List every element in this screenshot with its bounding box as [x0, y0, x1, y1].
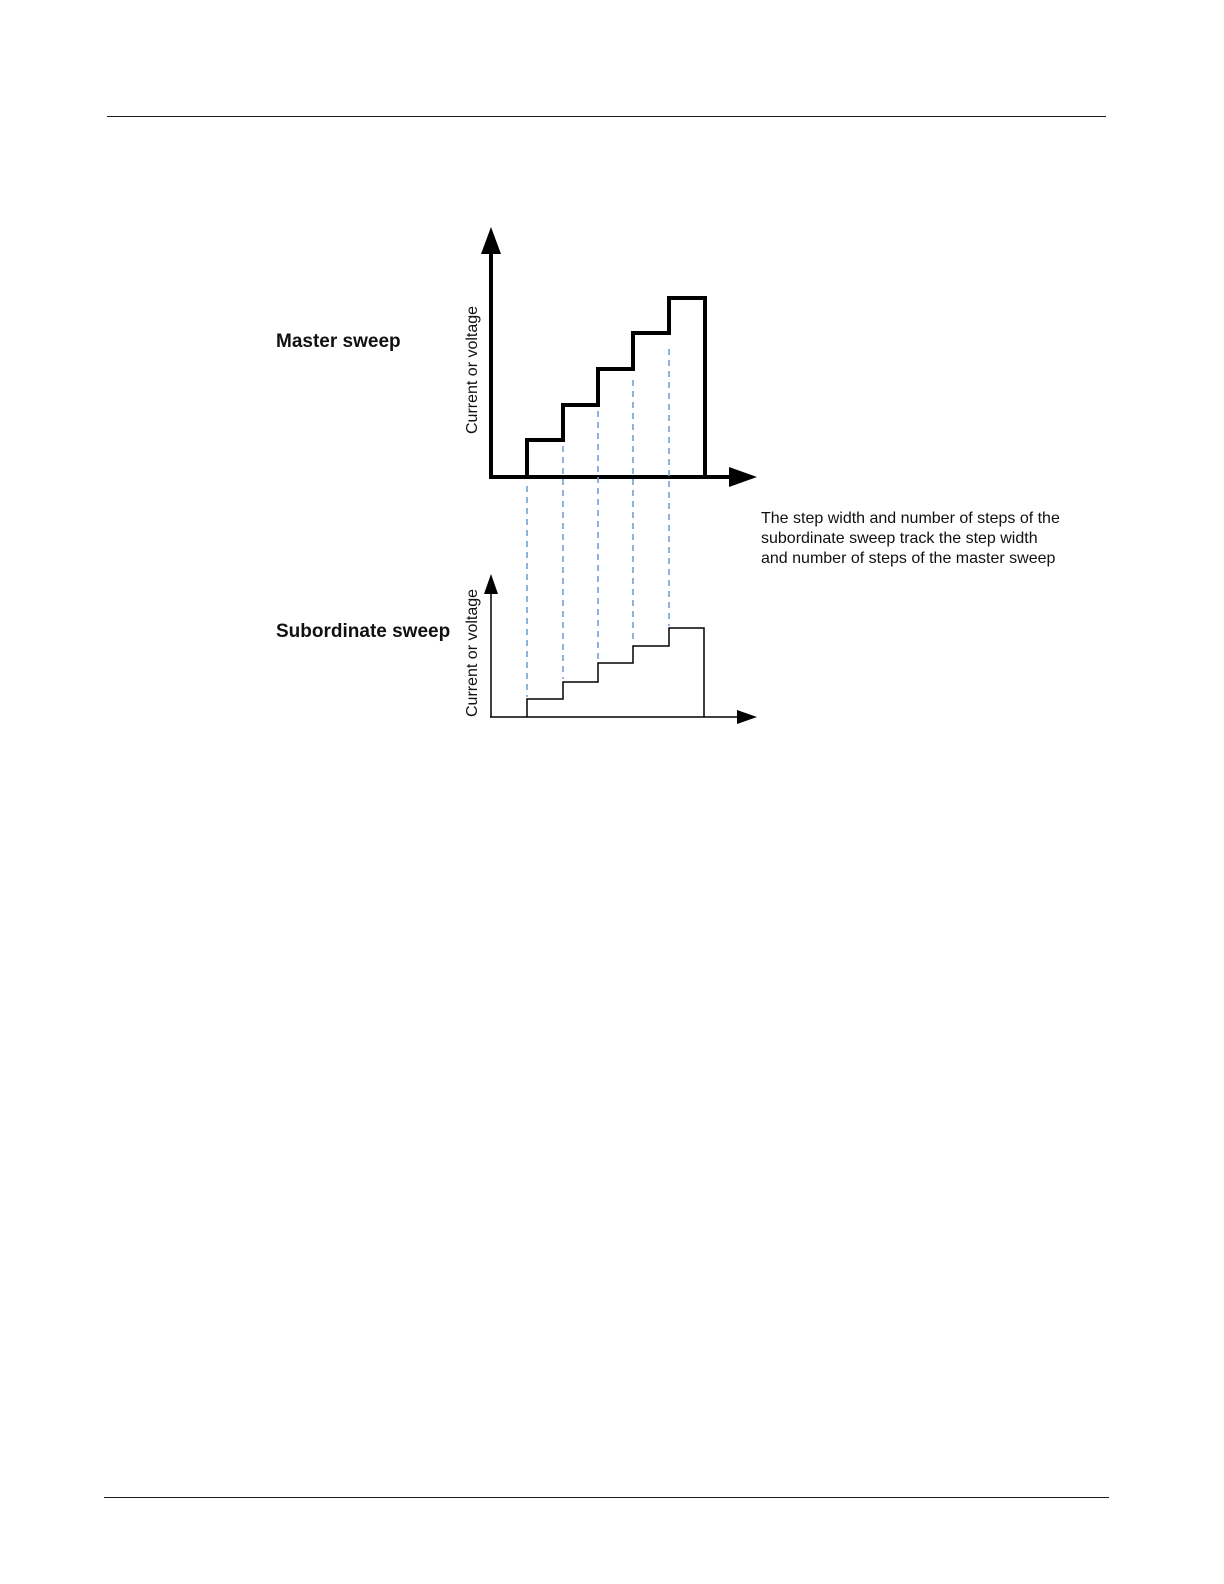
master-y-arrow [481, 227, 501, 254]
subordinate-sweep-label: Subordinate sweep [276, 621, 451, 642]
diagram-note: The step width and number of steps of the subordinate sweep track the step width and number of steps of the master sweep [761, 510, 1060, 567]
master-y-axis-label: Current or voltage [464, 305, 481, 434]
subordinate-y-arrow [484, 574, 498, 594]
master-x-arrow [729, 467, 757, 487]
master-staircase [527, 298, 705, 477]
footer-rule [104, 1497, 1109, 1498]
master-sweep-label: Master sweep [276, 331, 401, 352]
subordinate-staircase [527, 628, 704, 717]
subordinate-x-arrow [737, 710, 757, 724]
subordinate-y-axis-label: Current or voltage [464, 588, 481, 717]
